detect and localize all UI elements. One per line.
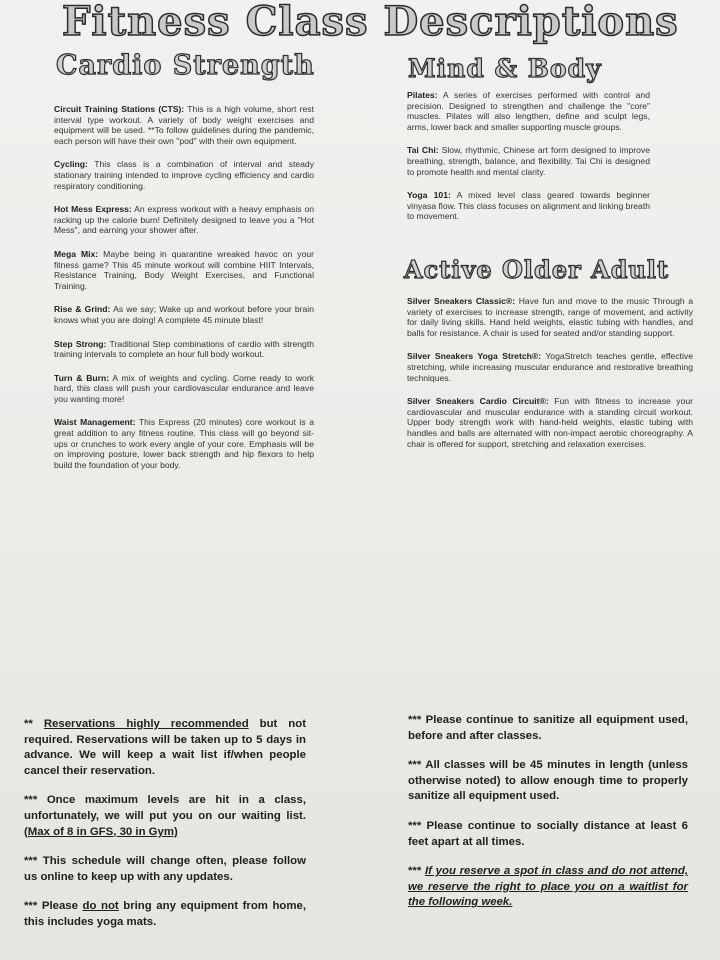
class-description	[407, 145, 650, 177]
class-name: Yoga 101:	[407, 190, 451, 201]
note-sanitize: *** Please continue to sanitize all equipment used, before and after classes.	[408, 714, 688, 742]
class-description	[54, 339, 314, 360]
class-desc: This is a high volume, short rest interval type workout. A variety of body weight exercises and equipment will be used. **To follow guidelines during the pandemic, each person will have their own "pod" with their own equipment.	[54, 104, 314, 146]
emphasized-text: If you reserve a spot in class and do not attend, we reserve the right to place you on a waitlist for the following week.	[408, 865, 688, 909]
class-description	[407, 190, 650, 222]
note-social-distance: *** Please continue to socially distance at least 6 feet apart at all times.	[408, 819, 688, 848]
note-schedule-changes: *** This schedule will change often, please follow us online to keep up with any updates.	[24, 855, 306, 883]
class-description	[407, 296, 693, 338]
active-older-adult-list	[407, 296, 693, 462]
note-waiting-list: *** Once maximum levels are hit in a class, unfortunately, we will put you on our waiting list. (Max of 8 in GFS, 30 in Gym)	[24, 794, 306, 838]
class-description	[54, 304, 314, 325]
class-desc: YogaStretch teaches gentle, effective stretching, while increasing muscular endurance and restorative breathing techniques.	[407, 351, 693, 383]
class-name: Silver Sneakers Yoga Stretch®:	[407, 351, 542, 362]
underlined-text: do not	[82, 900, 119, 913]
class-desc: This class is a combination of interval and steady stationary training intended to improve cycling efficiency and cardio respiratory conditioning.	[54, 159, 314, 191]
class-name: Step Strong:	[54, 338, 107, 349]
class-name: Silver Sneakers Classic®:	[407, 296, 516, 306]
class-name: Mega Mix:	[54, 248, 99, 259]
class-desc: An express workout with a heavy emphasis on racking up the calorie burn! Definitely designed to leave you a "Hot Mess", and earning your shower after.	[54, 204, 314, 236]
class-description	[407, 351, 693, 383]
class-desc: Fun with fitness to increase your cardiovascular and muscular endurance with a standing circuit workout. Upper body strength work with hand-held weights, elastic tubing with handles and balls are alternated with non-impact aerobic choreography. A chair is offered for support, stretching and relaxation exercises.	[407, 396, 693, 449]
class-desc: Slow, rhythmic, Chinese art form designed to improve breathing, strength, balance, and flexibility. Tai Chi is designed to promote health and mental clarity.	[407, 145, 650, 177]
class-desc: As we say; Wake up and workout before your brain knows what you are doing! A complete 45 minute blast!	[54, 304, 314, 325]
class-name: Hot Mess Express:	[54, 204, 132, 215]
class-desc: A mix of weights and cycling. Come ready to work hard, this class will push your cardiovascular endurance and leave you wanting more!	[54, 372, 314, 404]
class-name: Turn & Burn:	[54, 372, 110, 383]
class-desc: A series of exercises performed with control and precision. Designed to strengthen and challenge the "core" muscles. Pilates will also lengthen, define and sculpt legs, arms, lower back and smaller supporting muscle groups.	[407, 90, 650, 132]
class-name: Rise & Grind:	[54, 304, 111, 315]
class-description	[54, 204, 314, 236]
underlined-text: Reservations highly recommended	[43, 718, 249, 730]
class-name: Pilates:	[407, 90, 438, 100]
class-description	[54, 373, 314, 405]
section-heading-active-older-adult: Active Older Adult	[404, 255, 670, 284]
note-equipment: *** Please do not bring any equipment from home, this includes yoga mats.	[24, 900, 307, 928]
policy-notes-left	[24, 717, 306, 945]
class-description	[54, 159, 314, 191]
note-class-length: *** All classes will be 45 minutes in length (unless otherwise noted) to allow enough time to properly sanitize all equipment used.	[408, 759, 688, 803]
policy-notes-right	[408, 713, 688, 925]
class-name: Tai Chi:	[407, 145, 439, 156]
mind-body-list	[407, 90, 650, 235]
class-desc: A mixed level class geared towards beginner vinyasa flow. This class focuses on alignment and linking breath to movement.	[407, 190, 650, 222]
class-description	[54, 249, 314, 291]
class-desc: Maybe being in quarantine wreaked havoc on your fitness game? This 45 minute workout will combine HIIT Intervals, Resistance Training, Body Weight Exercises, and Functional Training.	[54, 248, 315, 291]
class-description	[407, 396, 693, 449]
underlined-text: (Max of 8 in GFS, 30 in Gym)	[24, 825, 178, 838]
class-name: Cycling:	[54, 159, 88, 170]
note-no-show-policy: *** If you reserve a spot in class and do not attend, we reserve the right to place you on a waitlist for the following week.	[408, 865, 688, 909]
cardio-strength-list	[54, 104, 314, 483]
class-name: Waist Management:	[54, 417, 136, 428]
section-heading-cardio-strength: Cardio Strength	[56, 50, 315, 81]
page-title: Fitness Class Descriptions	[62, 0, 679, 45]
class-desc: This Express (20 minutes) core workout is a great addition to any fitness routine. This class will go beyond sit-ups or crunches to work every angle of your core. Emphasis will be on improving posture, lower back strength and hip flexors to help build the foundation of your body.	[54, 417, 314, 470]
class-description	[407, 90, 650, 132]
class-desc: Have fun and move to the music Through a variety of exercises to increase strength, range of movement, and activity for daily living skills. Hand held weights, elastic tubing with handles, and balls for resistance. A chair is used for seated and/or standing support.	[407, 296, 694, 338]
class-desc: Traditional Step combinations of cardio with strength training intervals to complete an hour full body workout.	[54, 338, 314, 360]
class-description	[54, 417, 314, 470]
section-heading-mind-body: Mind & Body	[408, 54, 602, 83]
note-reservations: ** Reservations highly recommended but not required. Reservations will be taken up to 5 days in advance. We will keep a wait list if/when people cancel their reservation.	[24, 718, 307, 777]
class-name: Silver Sneakers Cardio Circuit®:	[407, 396, 549, 407]
class-description	[54, 104, 314, 146]
class-name: Circuit Training Stations (CTS):	[54, 104, 185, 114]
